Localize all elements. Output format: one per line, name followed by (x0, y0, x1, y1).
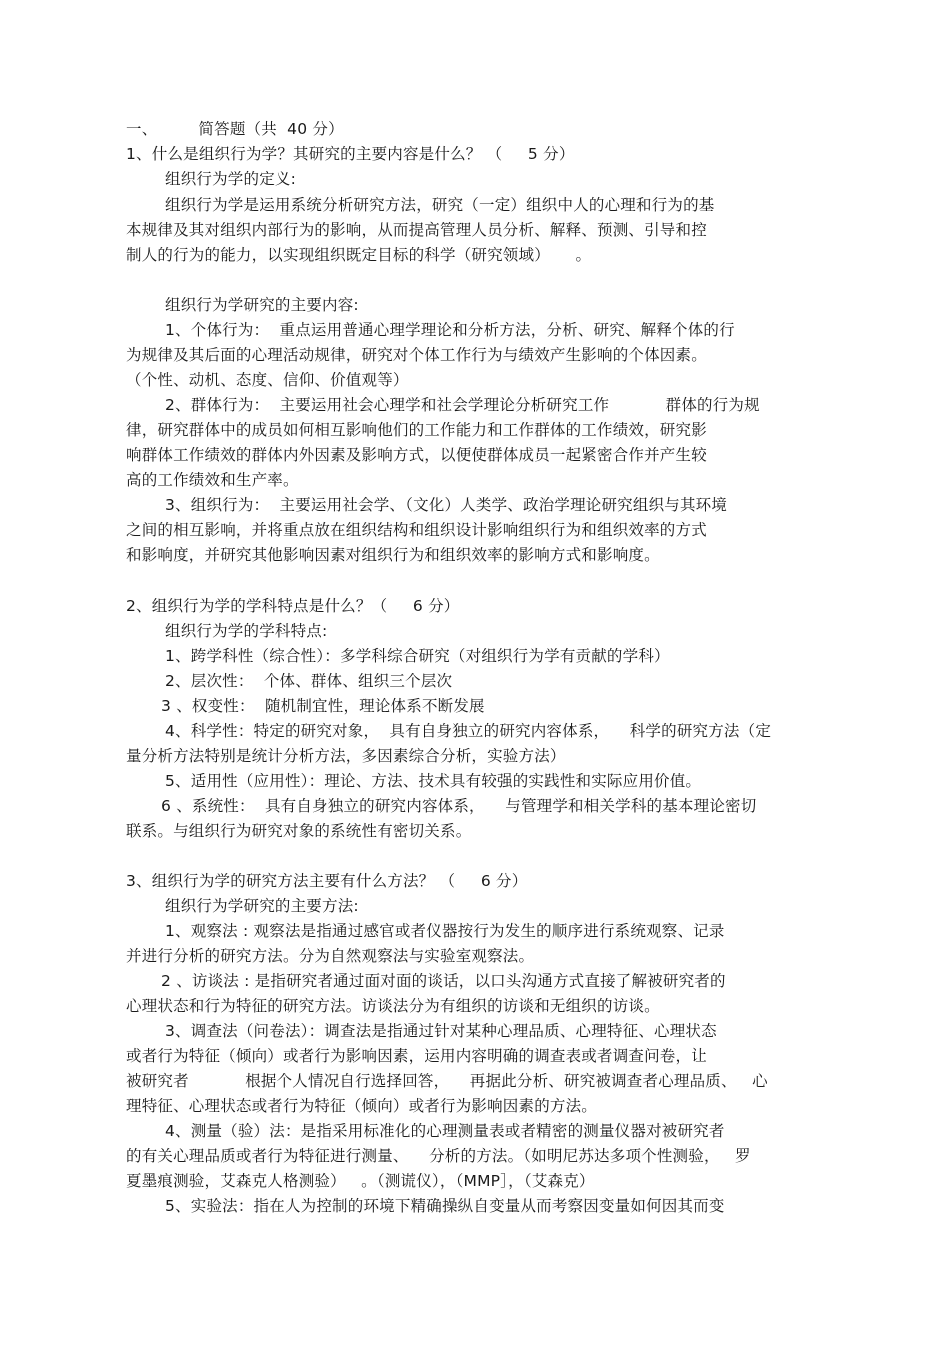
paragraph-line: 之间的相互影响，并将重点放在组织结构和组织设计影响组织行为和组织效率的方式 (126, 521, 707, 539)
paragraph-line: 联系。与组织行为研究对象的系统性有密切关系。 (126, 822, 472, 840)
paragraph-line: 心理状态和行为特征的研究方法。访谈法分为有组织的访谈和无组织的访谈。 (126, 997, 660, 1015)
features-heading: 组织行为学的学科特点: (165, 622, 328, 640)
list-item: 5、适用性（应用性）：理论、方法、技术具有较强的实践性和实际应用价值。 (165, 772, 702, 790)
question-2-title: 2、组织行为学的学科特点是什么？（ 6 分） (126, 597, 460, 615)
paragraph-line: 1、个体行为： 重点运用普通心理学理论和分析方法，分析、研究、解释个体的行 (165, 321, 735, 339)
question-3-title: 3、组织行为学的研究方法主要有什么方法？ （ 6 分） (126, 872, 528, 890)
content-heading: 组织行为学研究的主要内容: (165, 296, 359, 314)
list-item: 6 、系统性： 具有自身独立的研究内容体系， 与管理学和相关学科的基本理论密切 (161, 797, 757, 815)
list-item: 1、观察法 : 观察法是指通过感官或者仪器按行为发生的顺序进行系统观察、记录 (165, 922, 725, 940)
list-item: 2、层次性： 个体、群体、组织三个层次 (165, 672, 453, 690)
list-item: 3、调查法（问卷法）：调查法是指通过针对某种心理品质、心理特征、心理状态 (165, 1022, 717, 1040)
paragraph-line: 的有关心理品质或者行为特征进行测量、 分析的方法。（如明尼苏达多项个性测验， 罗 (126, 1147, 751, 1165)
list-item: 3 、权变性： 随机制宜性，理论体系不断发展 (161, 697, 485, 715)
paragraph-line: 夏墨痕测验，艾森克人格测验） 。（测谎仪），（MMP］，（艾森克） (126, 1172, 595, 1190)
list-item: 1、跨学科性（综合性）：多学科综合研究（对组织行为学有贡献的学科） (165, 647, 670, 665)
paragraph-line: 量分析方法特别是统计分析方法，多因素综合分析，实验方法） (126, 747, 566, 765)
list-item: 4、测量（验）法：是指采用标准化的心理测量表或者精密的测量仪器对被研究者 (165, 1122, 725, 1140)
paragraph-line: 律，研究群体中的成员如何相互影响他们的工作能力和工作群体的工作绩效，研究影 (126, 421, 707, 439)
list-item: 2 、访谈法 : 是指研究者通过面对面的谈话，以口头沟通方式直接了解被研究者的 (161, 972, 726, 990)
paragraph-line: 为规律及其后面的心理活动规律，研究对个体工作行为与绩效产生影响的个体因素。 (126, 346, 707, 364)
paragraph-line: （个性、动机、态度、信仰、价值观等） (126, 371, 409, 389)
paragraph-line: 3、组织行为： 主要运用社会学、（文化）人类学、政治学理论研究组织与其环境 (165, 496, 728, 514)
paragraph-line: 组织行为学是运用系统分析研究方法，研究（一定）组织中人的心理和行为的基 (165, 196, 715, 214)
paragraph-line: 理特征、心理状态或者行为特征（倾向）或者行为影响因素的方法。 (126, 1097, 598, 1115)
paragraph-line: 响群体工作绩效的群体内外因素及影响方式，以便使群体成员一起紧密合作并产生较 (126, 446, 707, 464)
list-item: 5、实验法：指在人为控制的环境下精确操纵自变量从而考察因变量如何因其而变 (165, 1197, 725, 1215)
paragraph-line: 被研究者 根据个人情况自行选择回答， 再据此分析、研究被调查者心理品质、 心 (126, 1072, 768, 1090)
methods-heading: 组织行为学研究的主要方法: (165, 897, 359, 915)
paragraph-line: 本规律及其对组织内部行为的影响，从而提高管理人员分析、解释、预测、引导和控 (126, 221, 707, 239)
section-heading: 一、 简答题（共 40 分） (126, 120, 344, 138)
paragraph-line: 和影响度，并研究其他影响因素对组织行为和组织效率的影响方式和影响度。 (126, 546, 660, 564)
paragraph-line: 并进行分析的研究方法。分为自然观察法与实验室观察法。 (126, 947, 535, 965)
paragraph-line: 制人的行为的能力，以实现组织既定目标的科学（研究领域） 。 (126, 246, 592, 264)
paragraph-line: 高的工作绩效和生产率。 (126, 471, 299, 489)
question-1-title: 1、什么是组织行为学？其研究的主要内容是什么？ （ 5 分） (126, 145, 575, 163)
definition-heading: 组织行为学的定义: (165, 170, 297, 188)
list-item: 4、科学性：特定的研究对象， 具有自身独立的研究内容体系， 科学的研究方法（定 (165, 722, 772, 740)
paragraph-line: 或者行为特征（倾向）或者行为影响因素，运用内容明确的调查表或者调查问卷，让 (126, 1047, 707, 1065)
paragraph-line: 2、群体行为： 主要运用社会心理学和社会学理论分析研究工作 群体的行为规 (165, 396, 760, 414)
